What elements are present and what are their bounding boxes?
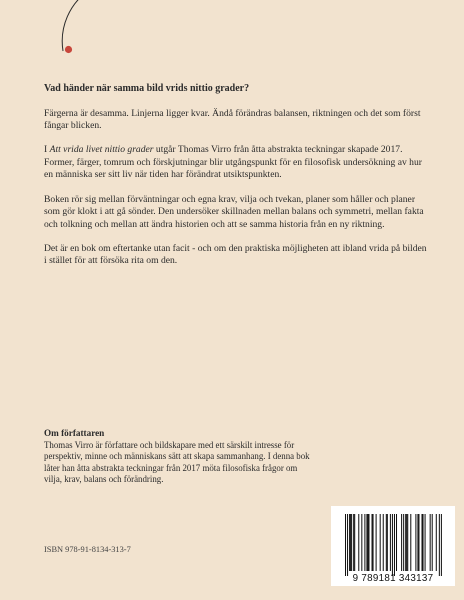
red-dot (65, 46, 72, 53)
barcode-bar (368, 514, 369, 571)
barcode-bar (422, 514, 423, 571)
barcode-bar (390, 514, 391, 571)
barcode (331, 506, 455, 586)
paragraph-1: Färgerna är desamma. Linjerna ligger kvar. Ändå förändras balansen, riktningen och det som först fångar blicken. (44, 107, 421, 132)
barcode-bar (372, 514, 373, 571)
barcode-bar (407, 514, 408, 571)
author-title: Om författaren (44, 428, 105, 438)
barcode-bar (410, 514, 411, 571)
paragraph-2-rest: utgår Thomas Virro från åtta abstrakta teckningar skapade 2017. Former, färger, tomrum och förskjutningar blir utgångspunkt för en filosofisk undersökning av hur en människa ser sitt liv när tiden har förändrat utsiktspunkten. (44, 144, 422, 181)
back-cover-text (44, 83, 430, 280)
barcode-bar (358, 514, 359, 571)
barcode-bar (386, 514, 387, 571)
barcode-bar (436, 514, 437, 571)
barcode-bar (383, 514, 384, 571)
barcode-bar (432, 514, 433, 571)
barcode-guard-bar (394, 514, 395, 576)
paragraph-2-prefix: I (44, 144, 50, 156)
barcode-bar (403, 514, 404, 571)
author-bio: Thomas Virro är författare och bildskapare med ett särskilt intresse för perspektiv, minne och människans sätt att skapa sammanhang. I denna bok låter han åtta abstrakta teckningar från 2017 möta filosofiska frågor om vilja, krav, balans och förändring. (44, 440, 310, 484)
paragraph-2 (44, 144, 430, 182)
cover-heading: Vad händer när samma bild vrids nittio grader? (44, 83, 250, 94)
author-section (44, 428, 314, 485)
barcode-bar (396, 514, 397, 571)
barcode-bar (417, 514, 418, 571)
barcode-bar (376, 514, 377, 571)
barcode-bar (406, 514, 407, 571)
barcode-bar (425, 514, 426, 571)
barcode-bar (354, 514, 355, 571)
barcode-bar (353, 514, 354, 571)
barcode-guard-bar (345, 514, 346, 576)
barcode-bar (401, 514, 402, 571)
barcode-bar (364, 514, 365, 571)
barcode-bar (351, 514, 352, 571)
barcode-guard-bar (347, 514, 348, 576)
barcode-guard-bar (439, 514, 440, 576)
paragraph-4: Det är en bok om eftertanke utan facit - och om den praktiska möjligheten att ibland vrida på bilden i stället för att försöka rita om den. (44, 242, 427, 267)
cover-illustration (0, 0, 200, 80)
barcode-bar (380, 514, 381, 571)
barcode-bar (350, 514, 351, 571)
barcode-bar (418, 514, 419, 571)
arc-line (62, 0, 156, 51)
barcode-bar (423, 514, 424, 571)
barcode-bar (367, 514, 368, 571)
paragraph-3: Boken rör sig mellan förväntningar och egna krav, vilja och tvekan, planer som håller och planer som gör klokt i att gå sönder. Den undersöker skillnaden mellan balans och symmetri, mellan fakta och tolkning och mellan att ändra historien och att se samma historia från en ny riktning. (44, 193, 424, 230)
barcode-bar (430, 514, 431, 571)
barcode-bar (361, 514, 362, 571)
barcode-number: 9 789181 343137 (352, 573, 434, 584)
barcode-bar (349, 514, 350, 571)
barcode-bar (405, 514, 406, 571)
barcode-guard-bar (392, 514, 393, 576)
barcode-guard-bar (441, 514, 442, 576)
book-title: Att vrida livet nittio grader (49, 144, 154, 156)
barcode-bar (366, 514, 367, 571)
barcode-bar (387, 514, 388, 571)
barcode-bar (373, 514, 374, 571)
barcode-bar (415, 514, 416, 571)
isbn-text: ISBN 978-91-8134-313-7 (44, 545, 131, 554)
